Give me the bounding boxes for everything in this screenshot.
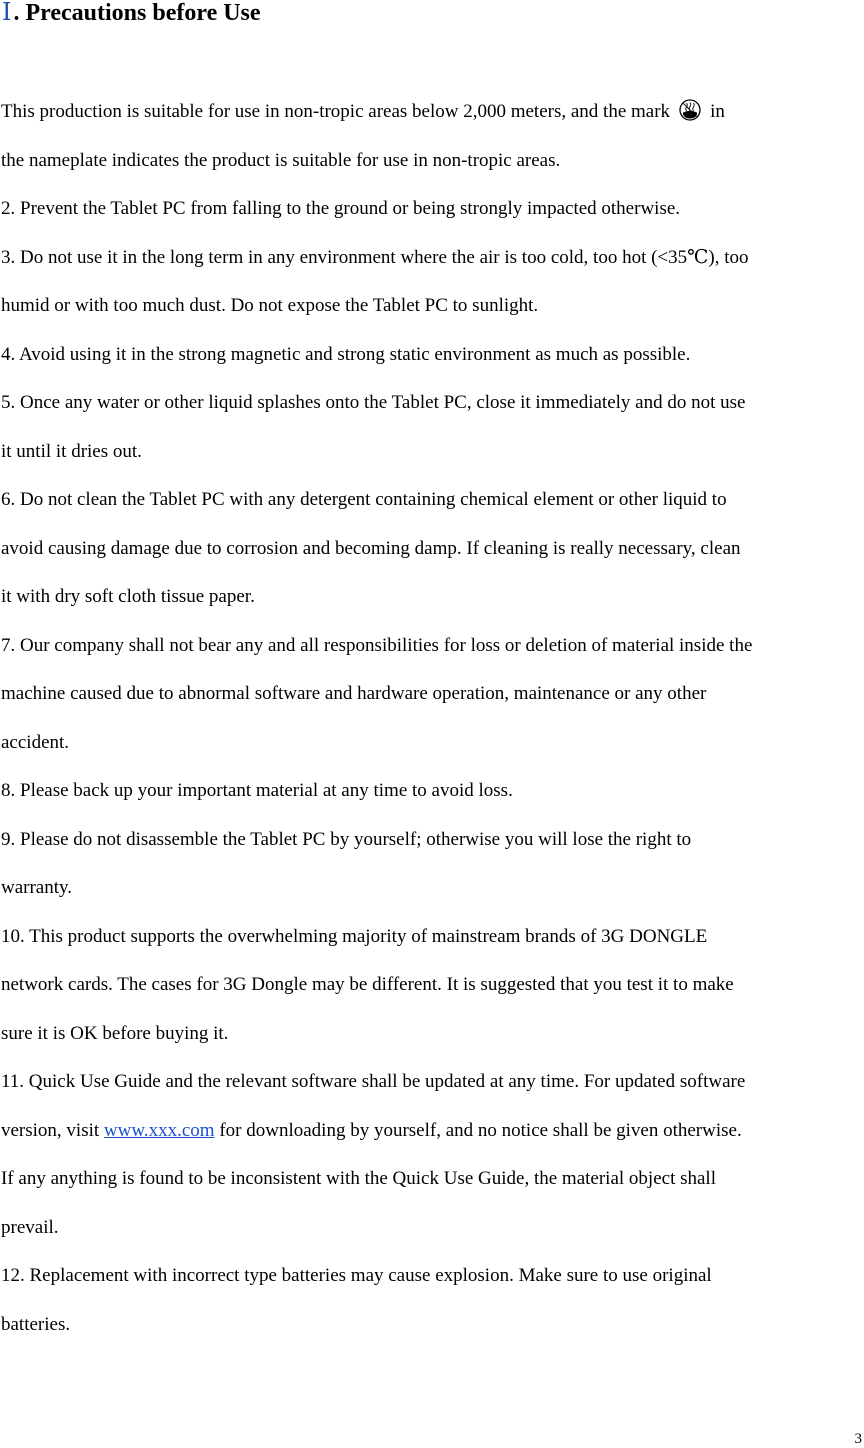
text-line-segment: version, visit (1, 1119, 100, 1141)
text-line (1, 88, 863, 137)
text-line: 3. Do not use it in the long term in any environment where the air is too cold, too hot (<35℃), too (1, 246, 749, 268)
text-line: 11. Quick Use Guide and the relevant software shall be updated at any time. For updated software (1, 1071, 746, 1092)
text-line-segment: for downloading by yourself, and no notice shall be given otherwise. (219, 1119, 742, 1141)
text-line: it with dry soft cloth tissue paper. (1, 586, 255, 607)
text-line: warranty. (1, 877, 73, 898)
text-line: If any anything is found to be inconsistent with the Quick Use Guide, the material object shall (1, 1168, 716, 1189)
text-line: avoid causing damage due to corrosion and becoming damp. If cleaning is really necessary, clean (1, 537, 741, 559)
text-line: 10. This product supports the overwhelming majority of mainstream brands of 3G DONGLE (1, 925, 708, 947)
text-line: machine caused due to abnormal software and hardware operation, maintenance or any other (1, 683, 707, 704)
text-line: it until it dries out. (1, 440, 142, 462)
text-line: humid or with too much dust. Do not expose the Tablet PC to sunlight. (1, 295, 539, 316)
section-heading (2, 0, 261, 26)
page-number: 3 (854, 1431, 862, 1447)
section-title: . Precautions before Use (13, 0, 261, 26)
text-line: network cards. The cases for 3G Dongle may be different. It is suggested that you test it to make (1, 974, 734, 995)
text-line: batteries. (1, 1313, 71, 1335)
website-link[interactable]: www.xxx.com (103, 1119, 215, 1141)
text-line: 12. Replacement with incorrect type batteries may cause explosion. Make sure to use original (1, 1265, 712, 1286)
text-line: 5. Once any water or other liquid splashes onto the Tablet PC, close it immediately and do not use (1, 392, 746, 413)
text-line-segment: This production is suitable for use in non-tropic areas below 2,000 meters, and the mark (1, 101, 671, 122)
text-line: 7. Our company shall not bear any and all responsibilities for loss or deletion of material inside the (1, 634, 753, 656)
text-line: 4. Avoid using it in the strong magnetic and strong static environment as much as possible. (1, 343, 691, 365)
text-line: the nameplate indicates the product is suitable for use in non-tropic areas. (1, 149, 561, 171)
text-line: accident. (1, 731, 70, 753)
text-line (1, 1107, 863, 1156)
text-line: sure it is OK before buying it. (1, 1022, 229, 1044)
text-line-segment: in (710, 101, 725, 122)
text-line: 9. Please do not disassemble the Tablet PC by yourself; otherwise you will lose the right to (1, 828, 692, 850)
text-line: 2. Prevent the Tablet PC from falling to the ground or being strongly impacted otherwise. (1, 198, 681, 219)
section-numeral: Ⅰ (2, 0, 12, 26)
non-tropic-mark-icon (679, 99, 701, 121)
text-line: prevail. (1, 1216, 59, 1238)
text-line: 6. Do not clean the Tablet PC with any detergent containing chemical element or other liquid to (1, 489, 727, 510)
precautions-body (1, 88, 863, 1349)
text-line: 8. Please back up your important material at any time to avoid loss. (1, 780, 513, 801)
